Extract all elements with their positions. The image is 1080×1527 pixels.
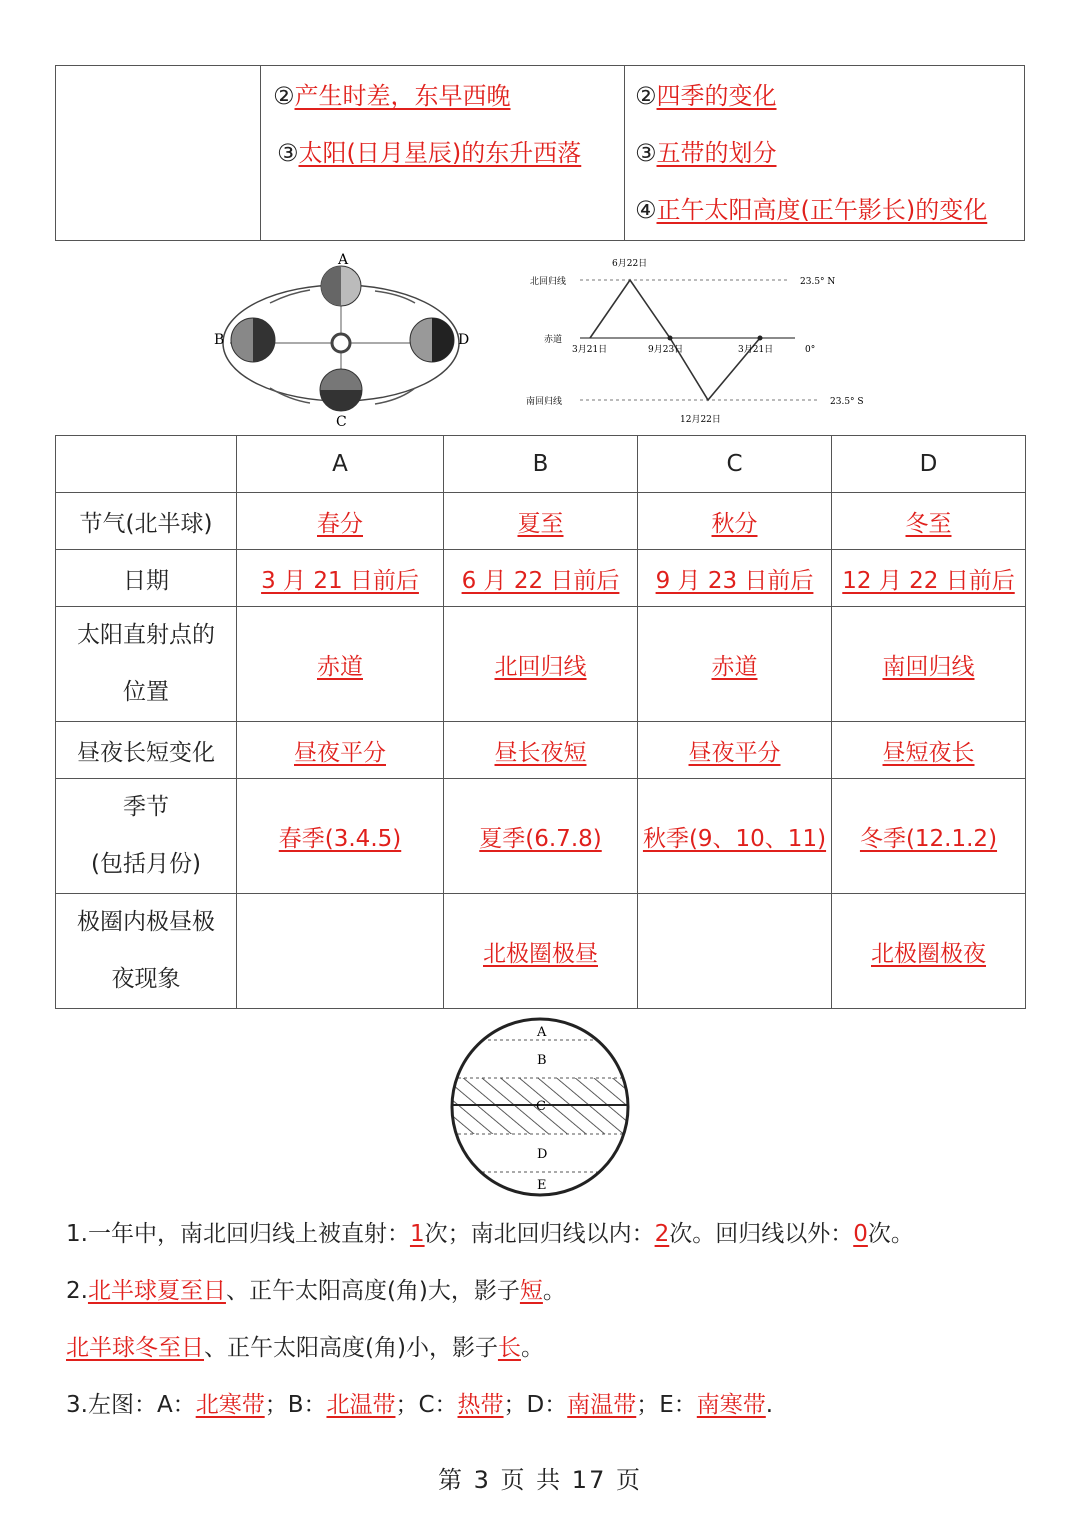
table-cell: 秋季(9、10、11) xyxy=(642,825,827,852)
row-label: 昼夜长短变化 xyxy=(56,722,237,779)
table-cell: 春季(3.4.5) xyxy=(278,825,402,852)
climate-zone-globe xyxy=(440,1012,640,1202)
date-jun22: 6月22日 xyxy=(612,259,648,269)
table-cell: 昼长夜短 xyxy=(494,739,587,766)
header-cell-D: D xyxy=(832,436,1026,493)
table-cell: 6 月 22 日前后 xyxy=(461,567,620,594)
orbit-label-A: A xyxy=(338,252,349,268)
season-table xyxy=(55,435,1026,1009)
table-cell: 夏至 xyxy=(517,510,564,537)
orbit-label-D: D xyxy=(458,332,470,348)
lat-south: 23.5° S xyxy=(830,397,864,407)
label-equator: 赤道 xyxy=(544,335,563,345)
label-north-tropic: 北回归线 xyxy=(530,277,567,287)
row-label: 日期 xyxy=(56,550,237,607)
top-col3-line-3: ④正午太阳高度(正午影长)的变化 xyxy=(635,196,988,224)
row-label: 极圈内极昼极 夜现象 xyxy=(56,894,237,1009)
earth-C-globe-icon xyxy=(320,369,362,411)
date-dec22: 12月22日 xyxy=(680,415,721,425)
page-footer: 第 3 页 共 17 页 xyxy=(438,1466,642,1494)
table-cell: 赤道 xyxy=(317,653,363,680)
table-cell: 冬至 xyxy=(905,510,952,537)
zone-label-C: C xyxy=(536,1099,546,1114)
earth-D-globe-icon xyxy=(410,318,454,362)
orbit-label-B: B xyxy=(214,332,225,348)
table-row-direct-point xyxy=(56,607,1026,722)
lat-zero: 0° xyxy=(805,345,816,355)
top-table-col2 xyxy=(261,66,625,241)
table-cell: 南回归线 xyxy=(882,653,975,680)
header-cell-B: B xyxy=(444,436,638,493)
table-cell: 3 月 21 日前后 xyxy=(261,567,419,594)
top-col2-line-2: ③太阳(日月星辰)的东升西落 xyxy=(277,139,582,167)
top-col2-line-1: ②产生时差，东早西晚 xyxy=(273,82,511,110)
table-cell: 9 月 23 日前后 xyxy=(655,567,814,594)
zone-label-D: D xyxy=(537,1147,548,1162)
lat-north: 23.5° N xyxy=(800,277,836,287)
top-table-col3 xyxy=(625,66,1025,241)
table-cell: 秋分 xyxy=(711,510,758,537)
zone-label-A: A xyxy=(537,1025,547,1040)
sun-path-diagram xyxy=(520,252,880,430)
date-mar21-b: 3月21日 xyxy=(738,345,774,355)
row-label: 季节 (包括月份) xyxy=(56,779,237,894)
table-row-polar xyxy=(56,894,1026,1009)
table-cell: 昼短夜长 xyxy=(882,739,975,766)
table-row-date xyxy=(56,550,1026,607)
top-col3-line-2: ③五带的划分 xyxy=(635,139,777,167)
top-col3-line-1: ②四季的变化 xyxy=(635,82,777,110)
zone-label-B: B xyxy=(537,1053,547,1068)
earth-A-globe-icon xyxy=(321,266,361,306)
table-cell: 北极圈极夜 xyxy=(871,940,986,967)
row-label: 太阳直射点的 位置 xyxy=(56,607,237,722)
table-cell: 12 月 22 日前后 xyxy=(842,567,1015,594)
orbit-label-C: C xyxy=(336,414,347,430)
table-cell: 昼夜平分 xyxy=(688,739,781,766)
note-4: 3.左图：A：北寒带；B：北温带；C：热带；D：南温带；E：南寒带. xyxy=(66,1392,774,1418)
table-cell: 北回归线 xyxy=(494,653,587,680)
note-1: 1.一年中，南北回归线上被直射：1次；南北回归线以内：2次。回归线以外：0次。 xyxy=(66,1221,914,1247)
earth-orbit-diagram xyxy=(200,248,490,433)
table-cell: 冬季(12.1.2) xyxy=(859,825,998,852)
top-table xyxy=(55,65,1025,241)
header-cell-C: C xyxy=(638,436,832,493)
top-table-empty-cell xyxy=(56,66,261,241)
table-row-day-night xyxy=(56,722,1026,779)
zone-label-E: E xyxy=(537,1178,547,1193)
table-cell: 春分 xyxy=(317,510,363,537)
label-south-tropic: 南回归线 xyxy=(526,397,563,407)
note-2: 2.北半球夏至日、正午太阳高度(角)大，影子短。 xyxy=(66,1278,566,1304)
date-mar21-a: 3月21日 xyxy=(572,345,608,355)
table-cell: 北极圈极昼 xyxy=(483,940,598,967)
note-3: 北半球冬至日、正午太阳高度(角)小，影子长。 xyxy=(66,1335,544,1361)
date-sep23: 9月23日 xyxy=(648,345,684,355)
row-label: 节气(北半球) xyxy=(56,493,237,550)
header-cell-A: A xyxy=(237,436,444,493)
header-cell-empty xyxy=(56,436,237,493)
earth-B-globe-icon xyxy=(231,318,275,362)
table-cell: 昼夜平分 xyxy=(294,739,386,766)
table-cell: 赤道 xyxy=(711,653,758,680)
notes-section xyxy=(66,1206,1046,1434)
table-header-row xyxy=(56,436,1026,493)
table-cell: 夏季(6.7.8) xyxy=(479,825,602,852)
table-row-solar-term xyxy=(56,493,1026,550)
table-row-season xyxy=(56,779,1026,894)
